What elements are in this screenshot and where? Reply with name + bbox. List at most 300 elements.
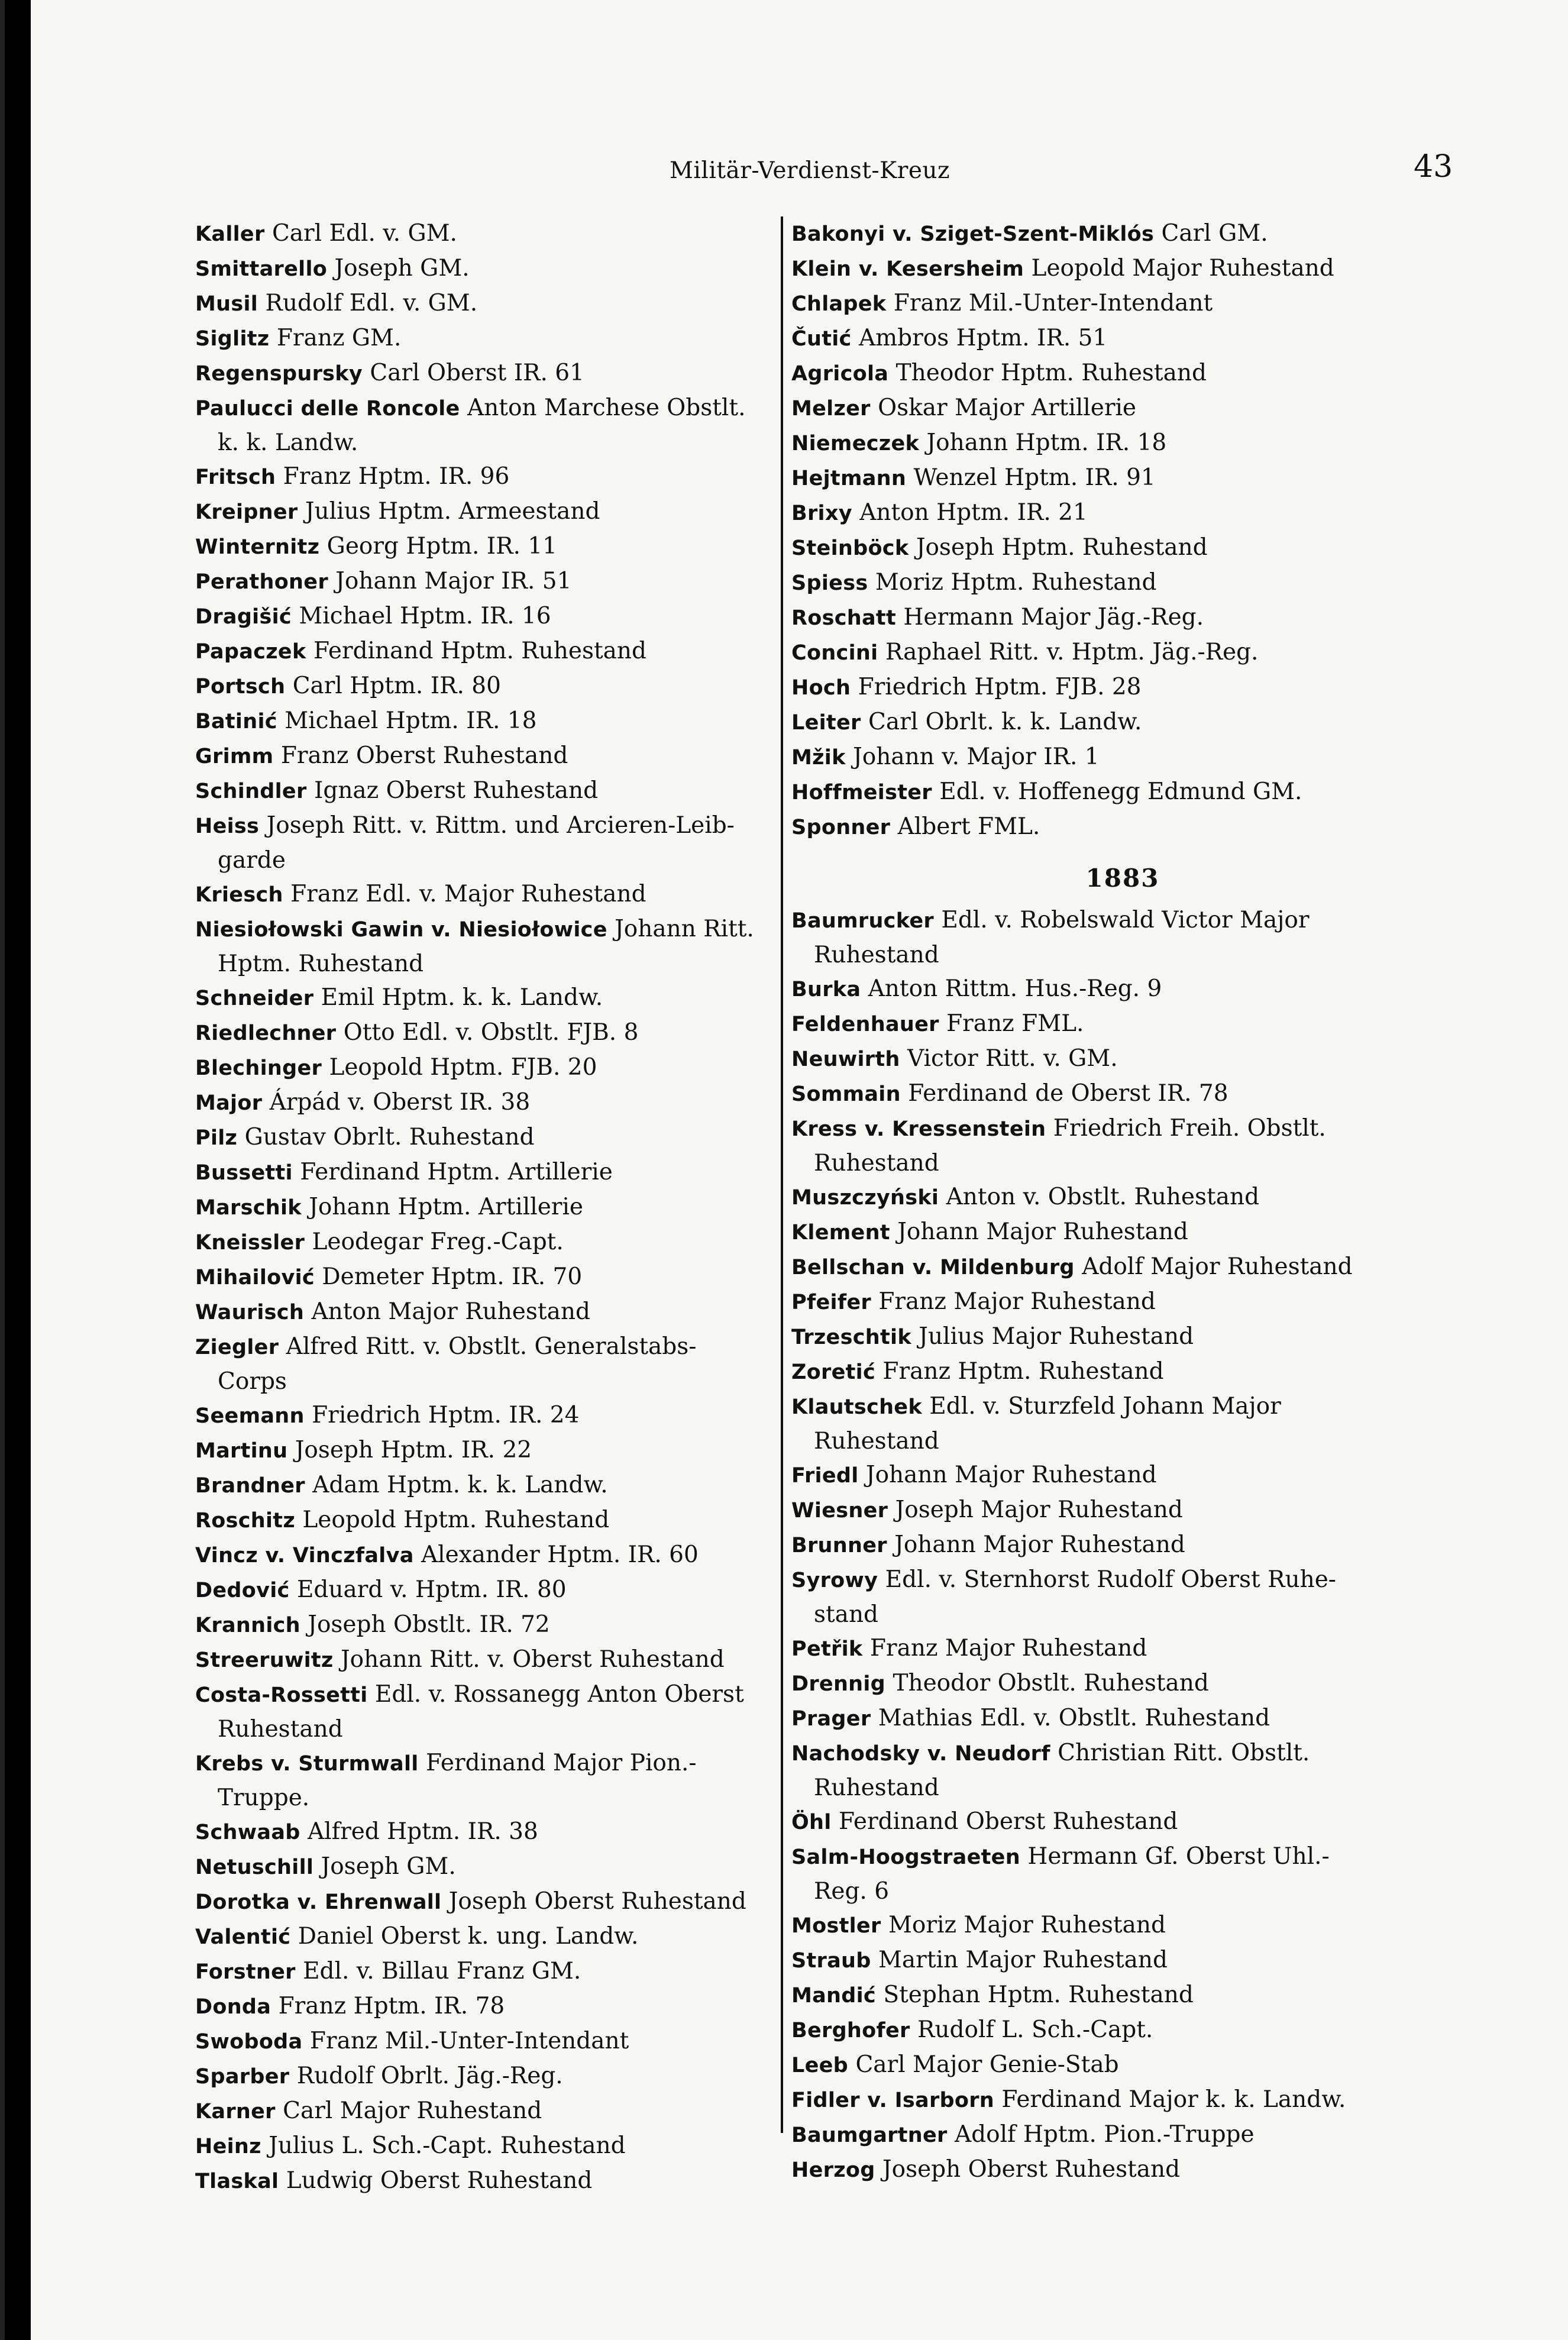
entry-name: Winternitz	[195, 535, 320, 559]
entry-continuation: Ruhestand	[814, 1150, 939, 1177]
entry-name: Niesiołowski Gawin v. Niesiołowice	[195, 918, 607, 942]
entry-details: Ludwig Oberst Ruhestand	[279, 2167, 593, 2194]
entry-details: Johann Major Ruhestand	[858, 1462, 1157, 1488]
entry-details: Joseph GM.	[327, 255, 470, 282]
entry-name: Klein v. Kesersheim	[791, 257, 1024, 281]
entry-name: Prager	[791, 1707, 871, 1731]
list-item	[195, 1330, 781, 1365]
entry-name: Portsch	[195, 675, 286, 699]
entry-details: Carl Hptm. IR. 80	[285, 673, 501, 699]
entry-details: Stephan Hptm. Ruhestand	[875, 1982, 1194, 2008]
entry-details: Franz Major Ruhestand	[862, 1635, 1147, 1662]
entry-name: Sponner	[791, 816, 891, 839]
list-item	[791, 2083, 1454, 2118]
list-item	[791, 1736, 1454, 1771]
list-item	[791, 461, 1454, 496]
entry-details: Rudolf Edl. v. GM.	[258, 290, 478, 316]
list-item	[791, 2118, 1454, 2152]
entry-details: Johann Ritt. v. Oberst Ruhestand	[333, 1646, 725, 1673]
entry-name: Drennig	[791, 1672, 886, 1696]
list-item	[791, 775, 1454, 810]
entry-details: Friedrich Hptm. FJB. 28	[851, 674, 1142, 700]
entry-details: Edl. v. Hoffenegg Edmund GM.	[932, 778, 1302, 805]
entry-details: Alfred Hptm. IR. 38	[300, 1818, 538, 1845]
entry-name: Berghofer	[791, 2019, 910, 2042]
entry-details: Michael Hptm. IR. 18	[277, 707, 537, 734]
entry-details: Adolf Major Ruhestand	[1074, 1253, 1353, 1280]
list-item	[195, 286, 781, 321]
list-item	[195, 1120, 781, 1155]
entry-details: Michael Hptm. IR. 16	[291, 603, 551, 629]
entry-continuation: Ruhestand	[218, 1716, 343, 1743]
entry-name: Smittarello	[195, 257, 328, 281]
entry-name: Roschitz	[195, 1509, 295, 1533]
entry-name: Hoch	[791, 676, 851, 700]
entry-name: Dragišić	[195, 605, 292, 629]
list-item	[195, 2024, 781, 2059]
list-item	[195, 774, 781, 809]
list-item	[195, 1190, 781, 1225]
entry-details: Raphael Ritt. v. Hptm. Jäg.-Reg.	[878, 639, 1259, 665]
list-item	[195, 981, 781, 1016]
entry-name: Leiter	[791, 711, 861, 735]
list-item	[195, 2094, 781, 2129]
entry-name: Valentić	[195, 1925, 291, 1949]
entry-continuation: stand	[814, 1601, 879, 1628]
list-item	[195, 2059, 781, 2094]
entry-name: Chlapek	[791, 292, 887, 316]
list-item	[791, 1007, 1454, 1042]
entry-name: Donda	[195, 1995, 271, 2019]
right-column	[791, 216, 1454, 2187]
entry-name: Klement	[791, 1221, 890, 1245]
entry-name: Neuwirth	[791, 1048, 900, 1071]
list-item	[791, 1978, 1454, 2013]
list-item	[791, 1493, 1454, 1528]
list-item	[791, 1355, 1454, 1389]
entry-details: Ferdinand Major Pion.-	[418, 1750, 697, 1776]
entry-details: Leopold Hptm. FJB. 20	[322, 1054, 597, 1081]
list-item	[195, 1260, 781, 1295]
list-item	[195, 669, 781, 704]
entry-name: Heiss	[195, 815, 260, 838]
entry-continuation: Hptm. Ruhestand	[218, 951, 424, 977]
entry-name: Fidler v. Isarborn	[791, 2089, 994, 2112]
list-item	[195, 1398, 781, 1433]
entry-name: Bakonyi v. Sziget-Szent-Miklós	[791, 222, 1155, 246]
entry-details: Hermann Major Jäg.-Reg.	[895, 604, 1204, 631]
entry-details: Leodegar Freg.-Capt.	[305, 1229, 564, 1255]
entry-name: Pfeifer	[791, 1291, 871, 1314]
entry-details: Carl Oberst IR. 61	[363, 360, 584, 386]
list-item	[791, 1250, 1454, 1285]
entry-name: Syrowy	[791, 1569, 878, 1592]
entry-details: Albert FML.	[890, 813, 1040, 840]
list-item	[791, 216, 1454, 251]
entry-name: Netuschill	[195, 1856, 314, 1879]
list-item	[195, 1815, 781, 1850]
entry-details: Leopold Hptm. Ruhestand	[295, 1507, 610, 1533]
entry-name: Marschik	[195, 1196, 302, 1220]
entry-details: Carl Obrlt. k. k. Landw.	[861, 709, 1142, 735]
list-item	[195, 1885, 781, 1919]
entry-name: Bellschan v. Mildenburg	[791, 1256, 1075, 1279]
list-item	[791, 1285, 1454, 1320]
entry-details: Franz Mil.-Unter-Intendant	[886, 290, 1213, 316]
entry-name: Kress v. Kressenstein	[791, 1117, 1046, 1141]
list-item	[195, 1538, 781, 1573]
list-item	[791, 810, 1454, 845]
entry-continuation: Ruhestand	[814, 1428, 939, 1455]
entry-details: Joseph Ritt. v. Rittm. und Arcieren-Leib-	[259, 812, 735, 839]
entry-details: Theodor Obstlt. Ruhestand	[885, 1670, 1209, 1696]
list-item	[195, 1433, 781, 1468]
entry-name: Riedlechner	[195, 1022, 337, 1045]
entry-details: Rudolf L. Sch.-Capt.	[910, 2016, 1153, 2043]
list-item	[195, 460, 781, 494]
entry-details: Johann v. Major IR. 1	[845, 744, 1100, 770]
entry-name: Kriesch	[195, 883, 283, 907]
list-item	[195, 1643, 781, 1678]
entry-name: Fritsch	[195, 466, 276, 489]
list-item	[791, 705, 1454, 740]
entry-details: Anton Hptm. IR. 21	[852, 499, 1088, 526]
entry-details: Ferdinand Oberst Ruhestand	[831, 1808, 1178, 1835]
entry-details: Anton Marchese Obstlt.	[460, 395, 746, 421]
list-item	[791, 391, 1454, 426]
entry-details: Franz Edl. v. Major Ruhestand	[283, 881, 646, 907]
entry-details: Anton v. Obstlt. Ruhestand	[939, 1184, 1260, 1210]
entry-details: Anton Major Ruhestand	[304, 1298, 590, 1325]
entry-name: Feldenhauer	[791, 1013, 939, 1036]
list-item	[791, 1111, 1454, 1146]
list-item	[791, 740, 1454, 775]
list-item	[791, 2048, 1454, 2083]
entry-name: Bussetti	[195, 1161, 293, 1185]
entry-details: Hermann Gf. Oberst Uhl.-	[1020, 1843, 1330, 1870]
entry-name: Mžik	[791, 746, 846, 770]
list-item	[195, 321, 781, 356]
list-item	[195, 356, 781, 391]
entry-details: Otto Edl. v. Obstlt. FJB. 8	[336, 1019, 639, 1046]
entry-name: Baumgartner	[791, 2124, 948, 2147]
list-item	[791, 1528, 1454, 1563]
list-item	[791, 1701, 1454, 1736]
entry-name: Nachodsky v. Neudorf	[791, 1742, 1050, 1766]
right-column-top-list	[791, 216, 1454, 845]
entry-details: Edl. v. Robelswald Victor Major	[933, 907, 1310, 933]
list-item	[791, 1563, 1454, 1598]
entry-name: Trzeschtik	[791, 1326, 911, 1349]
entry-details: Franz Major Ruhestand	[871, 1288, 1156, 1315]
list-item	[195, 1468, 781, 1503]
entry-name: Regenspursky	[195, 362, 363, 386]
page-number: 43	[1414, 149, 1453, 185]
entry-details: Anton Rittm. Hus.-Reg. 9	[861, 975, 1162, 1002]
list-item	[791, 286, 1454, 321]
entry-name: Friedl	[791, 1464, 859, 1488]
entry-name: Schneider	[195, 987, 314, 1010]
list-item	[791, 321, 1454, 356]
list-item	[195, 1016, 781, 1051]
page-header-title: Militär-Verdienst-Kreuz	[670, 157, 951, 184]
list-item	[195, 809, 781, 843]
entry-name: Seemann	[195, 1404, 305, 1428]
entry-details: Franz Hptm. IR. 78	[271, 1993, 505, 2019]
list-item	[791, 635, 1454, 670]
entry-name: Sommain	[791, 1082, 901, 1106]
list-item	[195, 529, 781, 564]
list-item	[195, 1295, 781, 1330]
entry-name: Pilz	[195, 1126, 238, 1150]
entry-details: Demeter Hptm. IR. 70	[314, 1263, 583, 1290]
entry-details: Joseph Major Ruhestand	[888, 1497, 1183, 1523]
entry-details: Ferdinand Hptm. Artillerie	[292, 1159, 613, 1185]
entry-continuation: Reg. 6	[814, 1878, 890, 1905]
entry-details: Eduard v. Hptm. IR. 80	[289, 1576, 567, 1603]
entry-details: Joseph Oberst Ruhestand	[441, 1888, 746, 1915]
entry-details: Ferdinand Hptm. Ruhestand	[306, 638, 647, 664]
entry-details: Carl Major Genie-Stab	[848, 2051, 1119, 2078]
entry-details: Joseph Hptm. IR. 22	[287, 1437, 532, 1463]
entry-name: Dorotka v. Ehrenwall	[195, 1890, 442, 1914]
entry-details: Joseph GM.	[313, 1853, 456, 1880]
list-item	[791, 1389, 1454, 1424]
list-item	[791, 1840, 1454, 1874]
entry-details: Johann Major IR. 51	[328, 568, 572, 594]
list-item	[195, 1608, 781, 1643]
entry-details: Alexander Hptm. IR. 60	[413, 1541, 699, 1568]
entry-name: Streeruwitz	[195, 1649, 334, 1672]
list-item	[791, 1943, 1454, 1978]
entry-details: Joseph Hptm. Ruhestand	[909, 534, 1208, 561]
entry-details: Joseph Obstlt. IR. 72	[300, 1611, 550, 1638]
entry-continuation: k. k. Landw.	[218, 429, 358, 456]
entry-details: Johann Hptm. IR. 18	[919, 429, 1167, 456]
entry-name: Martinu	[195, 1439, 288, 1463]
right-column-bottom-list	[791, 903, 1454, 2187]
entry-name: Mihailović	[195, 1266, 315, 1289]
entry-details: Franz Hptm. IR. 96	[276, 463, 510, 490]
entry-name: Hoffmeister	[791, 781, 932, 804]
entry-name: Musil	[195, 292, 258, 316]
entry-details: Carl Major Ruhestand	[275, 2097, 542, 2124]
entry-name: Agricola	[791, 362, 889, 386]
scan-edge-left	[0, 0, 5, 2340]
entry-details: Carl GM.	[1154, 220, 1268, 247]
list-item	[195, 1051, 781, 1085]
entry-details: Franz GM.	[269, 325, 402, 351]
entry-name: Niemeczek	[791, 432, 920, 455]
entry-details: Ignaz Oberst Ruhestand	[306, 777, 599, 804]
entry-details: Theodor Hptm. Ruhestand	[888, 360, 1207, 386]
entry-continuation: Ruhestand	[814, 1775, 939, 1801]
list-item	[791, 903, 1454, 938]
list-item	[791, 972, 1454, 1007]
entry-name: Kreipner	[195, 500, 298, 524]
entry-details: Friedrich Freih. Obstlt.	[1046, 1115, 1326, 1142]
entry-continuation: garde	[218, 847, 286, 874]
entry-details: Johann Major Ruhestand	[887, 1531, 1185, 1558]
list-item	[195, 1225, 781, 1260]
entry-details: Franz Mil.-Unter-Intendant	[302, 2028, 629, 2054]
entry-details: Daniel Oberst k. ung. Landw.	[290, 1923, 639, 1950]
entry-name: Mostler	[791, 1914, 881, 1938]
entry-details: Georg Hptm. IR. 11	[319, 533, 557, 560]
entry-details: Alfred Ritt. v. Obstlt. Generalstabs-	[279, 1333, 697, 1360]
entry-name: Steinböck	[791, 536, 909, 560]
entry-continuation: Ruhestand	[814, 942, 939, 968]
entry-details: Johann Major Ruhestand	[890, 1219, 1188, 1245]
list-item	[791, 426, 1454, 461]
entry-name: Krebs v. Sturmwall	[195, 1752, 419, 1776]
entry-details: Moriz Major Ruhestand	[881, 1912, 1166, 1938]
entry-details: Ambros Hptm. IR. 51	[851, 325, 1108, 351]
entry-details: Rudolf Obrlt. Jäg.-Reg.	[289, 2063, 563, 2089]
list-item	[195, 216, 781, 251]
entry-name: Öhl	[791, 1811, 832, 1834]
entry-details: Christian Ritt. Obstlt.	[1050, 1740, 1310, 1766]
entry-name: Forstner	[195, 1960, 296, 1984]
list-item	[195, 1954, 781, 1989]
entry-name: Waurisch	[195, 1301, 305, 1324]
list-item	[791, 1077, 1454, 1111]
entry-name: Schwaab	[195, 1821, 300, 1844]
list-item	[195, 912, 781, 947]
entry-name: Mandić	[791, 1984, 876, 2008]
list-item	[195, 739, 781, 774]
entry-name: Sparber	[195, 2065, 290, 2089]
list-item	[195, 599, 781, 634]
entry-name: Wiesner	[791, 1499, 888, 1523]
list-item	[195, 1919, 781, 1954]
entry-name: Salm-Hoogstraeten	[791, 1846, 1020, 1869]
entry-name: Ziegler	[195, 1336, 279, 1359]
entry-name: Roschatt	[791, 606, 896, 630]
list-item	[791, 1908, 1454, 1943]
entry-name: Costa-Rossetti	[195, 1683, 368, 1707]
list-item	[791, 2013, 1454, 2048]
entry-details: Julius L. Sch.-Capt. Ruhestand	[261, 2132, 626, 2159]
list-item	[195, 1989, 781, 2024]
entry-name: Straub	[791, 1949, 871, 1973]
entry-name: Brixy	[791, 502, 852, 525]
list-item	[195, 704, 781, 739]
entry-details: Wenzel Hptm. IR. 91	[906, 464, 1156, 491]
entry-continuation: Truppe.	[218, 1785, 310, 1811]
entry-name: Vincz v. Vinczfalva	[195, 1544, 414, 1567]
list-item	[791, 1631, 1454, 1666]
entry-name: Paulucci delle Roncole	[195, 397, 460, 421]
entry-name: Kneissler	[195, 1231, 305, 1255]
entry-name: Melzer	[791, 397, 871, 421]
entry-name: Batinić	[195, 710, 277, 733]
entry-details: Moriz Hptm. Ruhestand	[868, 569, 1157, 596]
entry-details: Johann Ritt.	[607, 916, 754, 942]
entry-name: Muszczyński	[791, 1186, 939, 1210]
entry-details: Edl. v. Sternhorst Rudolf Oberst Ruhe-	[878, 1566, 1336, 1593]
list-item	[791, 1805, 1454, 1840]
list-item	[791, 1458, 1454, 1493]
entry-name: Major	[195, 1091, 263, 1115]
entry-details: Victor Ritt. v. GM.	[900, 1045, 1118, 1072]
list-item	[791, 565, 1454, 600]
entry-details: Árpád v. Oberst IR. 38	[262, 1089, 531, 1116]
list-item	[195, 1850, 781, 1885]
entry-name: Krannich	[195, 1614, 300, 1637]
entry-name: Tlaskal	[195, 2170, 279, 2193]
list-item	[791, 670, 1454, 705]
entry-details: Adolf Hptm. Pion.-Truppe	[947, 2121, 1255, 2148]
list-item	[791, 531, 1454, 565]
entry-details: Edl. v. Billau Franz GM.	[295, 1958, 581, 1985]
entry-details: Martin Major Ruhestand	[871, 1947, 1168, 1973]
entry-details: Edl. v. Sturzfeld Johann Major	[922, 1393, 1281, 1420]
entry-name: Zoretić	[791, 1360, 875, 1384]
list-item	[791, 1042, 1454, 1077]
list-item	[195, 494, 781, 529]
entry-name: Swoboda	[195, 2030, 303, 2054]
year-heading: 1883	[1085, 864, 1160, 893]
entry-details: Julius Hptm. Armeestand	[298, 498, 600, 525]
entry-details: Oskar Major Artillerie	[870, 395, 1137, 421]
list-item	[195, 2129, 781, 2164]
list-item	[195, 564, 781, 599]
list-item	[195, 251, 781, 286]
entry-details: Emil Hptm. k. k. Landw.	[313, 984, 603, 1011]
list-item	[791, 1320, 1454, 1355]
entry-name: Dedović	[195, 1579, 290, 1602]
entry-details: Carl Edl. v. GM.	[264, 220, 457, 247]
entry-name: Spiess	[791, 571, 868, 595]
entry-details: Friedrich Hptm. IR. 24	[304, 1402, 580, 1428]
entry-details: Ferdinand Major k. k. Landw.	[994, 2086, 1346, 2113]
list-item	[195, 1678, 781, 1712]
entry-details: Edl. v. Rossanegg Anton Oberst	[367, 1681, 744, 1708]
entry-details: Adam Hptm. k. k. Landw.	[305, 1472, 608, 1498]
entry-name: Klautschek	[791, 1395, 922, 1419]
entry-name: Heinz	[195, 2135, 261, 2158]
list-item	[791, 356, 1454, 391]
entry-name: Baumrucker	[791, 909, 934, 933]
entry-name: Kaller	[195, 222, 265, 246]
entry-name: Schindler	[195, 780, 307, 803]
list-item	[195, 634, 781, 669]
list-item	[195, 391, 781, 426]
entry-name: Perathoner	[195, 570, 328, 594]
entry-name: Grimm	[195, 745, 274, 768]
entry-name: Herzog	[791, 2158, 875, 2182]
entry-name: Siglitz	[195, 327, 270, 351]
entry-details: Julius Major Ruhestand	[911, 1323, 1194, 1350]
entry-details: Joseph Oberst Ruhestand	[875, 2156, 1181, 2183]
entry-name: Hejtmann	[791, 467, 907, 490]
list-item	[195, 1573, 781, 1608]
entry-details: Ferdinand de Oberst IR. 78	[900, 1080, 1228, 1107]
entry-details: Franz Oberst Ruhestand	[273, 742, 568, 769]
list-item	[195, 1746, 781, 1781]
left-column	[195, 216, 781, 2199]
list-item	[791, 1666, 1454, 1701]
list-item	[791, 1180, 1454, 1215]
entry-details: Johann Hptm. Artillerie	[301, 1194, 584, 1220]
list-item	[195, 1503, 781, 1538]
entry-name: Leeb	[791, 2054, 849, 2077]
entry-details: Mathias Edl. v. Obstlt. Ruhestand	[871, 1705, 1270, 1731]
list-item	[195, 1155, 781, 1190]
entry-name: Brandner	[195, 1474, 305, 1498]
entry-name: Burka	[791, 978, 861, 1001]
